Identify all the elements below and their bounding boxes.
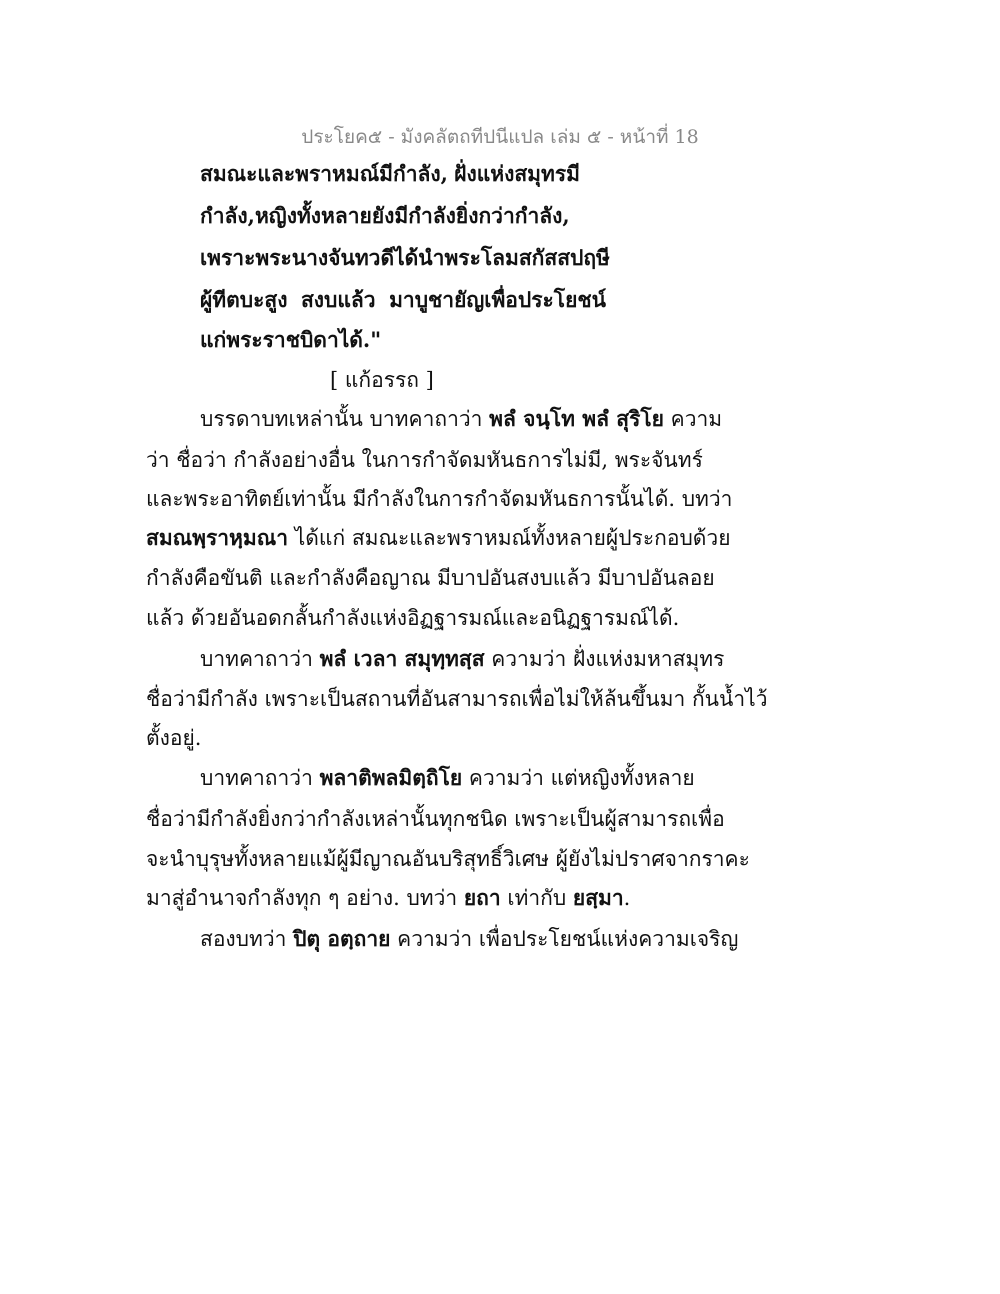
pali-term: พลาติพลมิตฺถิโย bbox=[319, 765, 463, 790]
page-header: ประโยค๕ - มังคลัตถทีปนีแปล เล่ม ๕ - หน้าที่ 18 bbox=[301, 126, 699, 148]
body-text: บาทคาถาว่า bbox=[200, 766, 320, 790]
verse-text: ยังมีกำลังยิ่งกว่ากำลัง, bbox=[371, 203, 570, 228]
body-text: มาสู่อำนาจกำลังทุก ๆ อย่าง. บทว่า bbox=[146, 886, 464, 910]
verse-text: แก่พระราชบิดาได้." bbox=[200, 327, 382, 352]
para2-line-1 bbox=[200, 645, 724, 673]
body-text: เท่ากับ bbox=[500, 886, 573, 910]
para3-line-3: จะนำบุรุษทั้งหลายแม้ผู้มีญาณอันบริสุทธิ์วิเศษ ผู้ยังไม่ปราศจากราคะ bbox=[146, 847, 750, 871]
body-text: บรรดาบทเหล่านั้น บาทคาถาว่า bbox=[200, 407, 490, 431]
verse-line-2 bbox=[200, 202, 570, 230]
para1-line-5: กำลังคือขันติ และกำลังคือญาณ มีบาปอันสงบแล้ว มีบาปอันลอย bbox=[146, 566, 715, 590]
body-text: ได้แก่ สมณะและพราหมณ์ทั้งหลายผู้ประกอบด้วย bbox=[288, 526, 731, 550]
pali-term: ปิตุ อตฺถาย bbox=[293, 926, 391, 951]
para1-line-3: และพระอาทิตย์เท่านั้น มีกำลังในการกำจัดมหันธการนั้นได้. บทว่า bbox=[146, 487, 733, 511]
body-text: ความว่า ฝั่งแห่งมหาสมุทร bbox=[484, 647, 725, 671]
para3-line-4 bbox=[146, 884, 630, 912]
para1-line-6: แล้ว ด้วยอันอดกลั้นกำลังแห่งอิฏฐารมณ์และอนิฏฐารมณ์ได้. bbox=[146, 606, 680, 630]
verse-text: เพราะพระนางจันทวดี bbox=[200, 245, 395, 270]
para1-line-1 bbox=[200, 405, 722, 433]
verse-text: ผู้ทีตบะสูง bbox=[200, 287, 288, 312]
para3-line-1 bbox=[200, 764, 695, 792]
para4-line-1 bbox=[200, 925, 738, 953]
verse-line-4 bbox=[200, 286, 606, 314]
pali-term: พลํ เวลา สมุทฺทสฺส bbox=[319, 646, 485, 671]
para1-line-4 bbox=[146, 524, 731, 552]
para2-line-3: ตั้งอยู่. bbox=[146, 726, 202, 750]
para1-line-2: ว่า ชื่อว่า กำลังอย่างอื่น ในการกำจัดมหันธการไม่มี, พระจันทร์ bbox=[146, 448, 703, 472]
body-text: สองบทว่า bbox=[200, 927, 294, 951]
section-title: [ แก้อรรถ ] bbox=[330, 368, 434, 392]
verse-line-1 bbox=[200, 160, 580, 188]
verse-text: สมณะและพราหมณ์มีกำลัง, bbox=[200, 161, 448, 186]
body-text: ความว่า แต่หญิงทั้งหลาย bbox=[462, 766, 695, 790]
verse-text: มาบูชายัญเพื่อประโยชน์ bbox=[389, 287, 606, 312]
body-text: ความว่า เพื่อประโยชน์แห่งความเจริญ bbox=[390, 927, 739, 951]
para2-line-2: ชื่อว่ามีกำลัง เพราะเป็นสถานที่อันสามารถเพื่อไม่ให้ล้นขึ้นมา กั้นน้ำไว้ bbox=[146, 687, 768, 711]
verse-line-3 bbox=[200, 244, 610, 272]
body-text: บาทคาถาว่า bbox=[200, 647, 320, 671]
verse-line-5 bbox=[200, 326, 381, 354]
pali-term: พลํ จนฺโท พลํ สุริโย bbox=[489, 406, 664, 431]
verse-text: ได้นำพระโลมสกัสสปฤษี bbox=[394, 245, 610, 270]
body-text: ความ bbox=[663, 407, 723, 431]
para3-line-2: ชื่อว่ามีกำลังยิ่งกว่ากำลังเหล่านั้นทุกชนิด เพราะเป็นผู้สามารถเพื่อ bbox=[146, 807, 725, 831]
pali-term: ยสฺมา bbox=[572, 885, 624, 910]
body-text: . bbox=[623, 886, 631, 910]
verse-text: สงบแล้ว bbox=[300, 287, 376, 312]
verse-text: ฝั่งแห่งสมุทรมี bbox=[454, 161, 580, 186]
verse-text: กำลัง, bbox=[200, 203, 255, 228]
pali-term: สมณพฺราหฺมณา bbox=[146, 525, 289, 550]
pali-term: ยถา bbox=[463, 885, 501, 910]
verse-text: หญิงทั้งหลาย bbox=[254, 203, 372, 228]
